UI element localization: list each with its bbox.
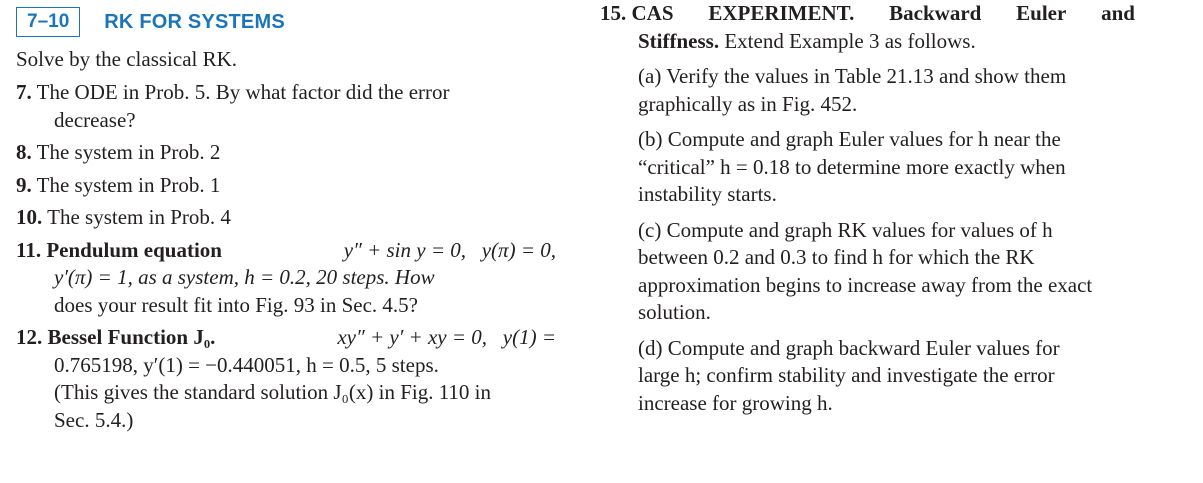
problem-title: Pendulum equation: [46, 237, 222, 262]
part-a: [600, 63, 1135, 118]
problem-15: [600, 0, 1135, 55]
section-header: [16, 6, 556, 38]
part-text: solution.: [638, 300, 711, 324]
problem-15-title-line: [600, 0, 1135, 28]
problem-equation-cont: 0.765198, y′(1) = −0.440051, h = 0.5, 5 steps.: [54, 352, 439, 377]
problem-text-cont: (This gives the standard solution J₀(x) in Fig. 110 in: [54, 380, 492, 404]
problem-number: 11.: [16, 237, 42, 262]
problem-8: [16, 139, 556, 167]
problem-11: [16, 237, 556, 320]
part-text: increase for growing h.: [638, 390, 833, 415]
part-c: [600, 217, 1135, 327]
part-text: “critical” h = 0.18 to determine more exactly when: [638, 154, 1066, 179]
problem-7: [16, 79, 556, 134]
title-word: CAS: [631, 1, 674, 25]
problem-text-cont: decrease?: [54, 107, 136, 132]
problem-number: 8.: [16, 140, 32, 164]
section-range-box: 7–10: [16, 7, 80, 37]
problem-12: [16, 324, 556, 434]
problem-number: 15.: [600, 1, 627, 25]
title-word: EXPERIMENT.: [708, 1, 855, 25]
part-text: large h; confirm stability and investigate the error: [638, 363, 1055, 387]
problem-equation: xy″ + y′ + xy = 0, y(1) =: [337, 325, 556, 349]
part-text: Compute and graph backward Euler values for: [667, 335, 1060, 360]
title-word: and: [1101, 1, 1135, 25]
problem-text: The system in Prob. 2: [36, 140, 221, 164]
part-label: (c): [638, 217, 662, 242]
part-d: [600, 335, 1135, 418]
part-label: (d): [638, 335, 663, 360]
part-label: (a): [638, 64, 662, 88]
problem-number: 10.: [16, 205, 43, 229]
part-text: instability starts.: [638, 182, 777, 206]
part-text: between 0.2 and 0.3 to find h for which the RK: [638, 245, 1035, 269]
part-text: Compute and graph Euler values for h near the: [667, 127, 1061, 151]
problem-text: Extend Example 3 as follows.: [719, 28, 976, 53]
problem-text: The system in Prob. 1: [36, 172, 221, 197]
problem-title: Bessel Function J₀.: [47, 325, 216, 349]
problem-text-cont: does your result fit into Fig. 93 in Sec. 4.5?: [54, 292, 418, 317]
part-text: approximation begins to increase away from the exact: [638, 272, 1093, 297]
section-intro: Solve by the classical RK.: [16, 47, 238, 71]
title-word: Backward: [889, 1, 982, 25]
section-title: RK FOR SYSTEMS: [104, 10, 285, 33]
part-text: graphically as in Fig. 452.: [638, 91, 858, 116]
problem-number: 12.: [16, 325, 43, 349]
part-label: (b): [638, 127, 663, 151]
problem-number: 9.: [16, 172, 32, 197]
problem-9: [16, 172, 556, 200]
problem-title: Stiffness.: [638, 28, 720, 53]
part-text: Verify the values in Table 21.13 and show them: [666, 64, 1067, 88]
title-word: Euler: [1016, 1, 1067, 25]
problem-10: [16, 204, 556, 232]
right-column: [600, 0, 1135, 417]
problem-text: The system in Prob. 4: [47, 205, 231, 229]
problem-equation: y″ + sin y = 0, y(π) = 0,: [343, 237, 556, 262]
problem-text-cont: Sec. 5.4.): [54, 407, 134, 432]
problem-equation-cont: y′(π) = 1, as a system, h = 0.2, 20 steps. How: [54, 265, 435, 289]
left-column: [16, 6, 556, 439]
problem-number: 7.: [16, 80, 32, 104]
part-b: [600, 126, 1135, 209]
part-text: Compute and graph RK values for values of h: [666, 217, 1053, 242]
problem-text: The ODE in Prob. 5. By what factor did the error: [36, 80, 450, 104]
